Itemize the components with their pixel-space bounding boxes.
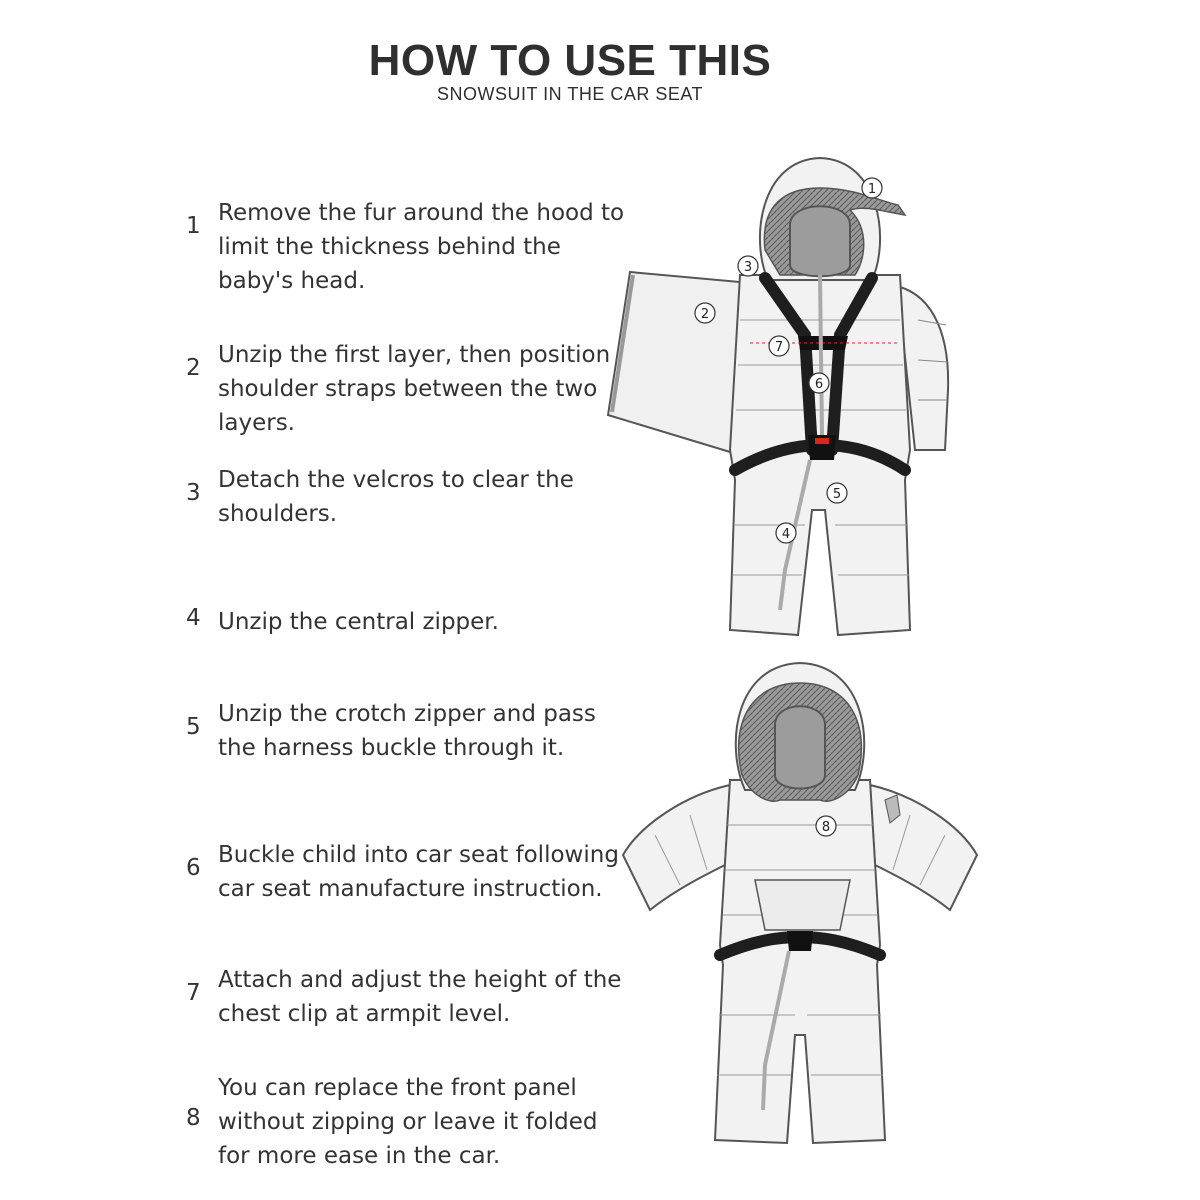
- face-opening: [775, 706, 825, 788]
- step-number: 1: [186, 213, 201, 239]
- step-text: Remove the fur around the hood to limit the thickness behind the baby's head.: [218, 200, 625, 294]
- step-number: 7: [186, 980, 201, 1006]
- step-text: Attach and adjust the height of the chest clip at armpit level.: [218, 967, 622, 1027]
- snowsuit-closed-illustration: [615, 655, 985, 1145]
- step-text: You can replace the front panel without zipping or leave it folded for more ease in the car.: [218, 1075, 598, 1169]
- step-number: 4: [186, 605, 201, 631]
- step-number: 5: [186, 714, 201, 740]
- marker-2: 2: [700, 307, 710, 322]
- marker-4: 4: [781, 527, 791, 542]
- step-text: Unzip the first layer, then position shoulder straps between the two layers.: [218, 342, 611, 436]
- step-number: 3: [186, 480, 201, 506]
- step-text: Detach the velcros to clear the shoulders.: [218, 467, 574, 527]
- suit-body: [715, 780, 885, 1143]
- face-opening: [790, 206, 850, 276]
- snowsuit-harness-illustration: [600, 150, 960, 640]
- step-text: Unzip the central zipper.: [218, 609, 499, 635]
- marker-3: 3: [743, 260, 753, 275]
- front-pocket: [755, 880, 850, 930]
- step-text: Buckle child into car seat following car seat manufacture instruction.: [218, 842, 619, 902]
- step-number: 2: [186, 355, 201, 381]
- page-subtitle: SNOWSUIT IN THE CAR SEAT: [436, 84, 704, 104]
- buckle: [787, 931, 813, 951]
- step-text: Unzip the crotch zipper and pass the harness buckle through it.: [218, 701, 596, 761]
- marker-1: 1: [867, 182, 877, 197]
- marker-5: 5: [832, 487, 842, 502]
- left-sleeve: [623, 785, 730, 910]
- step-number: 6: [186, 855, 201, 881]
- page-title: HOW TO USE THIS: [368, 36, 772, 85]
- step-number: 8: [186, 1105, 201, 1131]
- marker-7: 7: [774, 340, 784, 355]
- marker-6: 6: [814, 377, 824, 392]
- marker-8: 8: [821, 820, 831, 835]
